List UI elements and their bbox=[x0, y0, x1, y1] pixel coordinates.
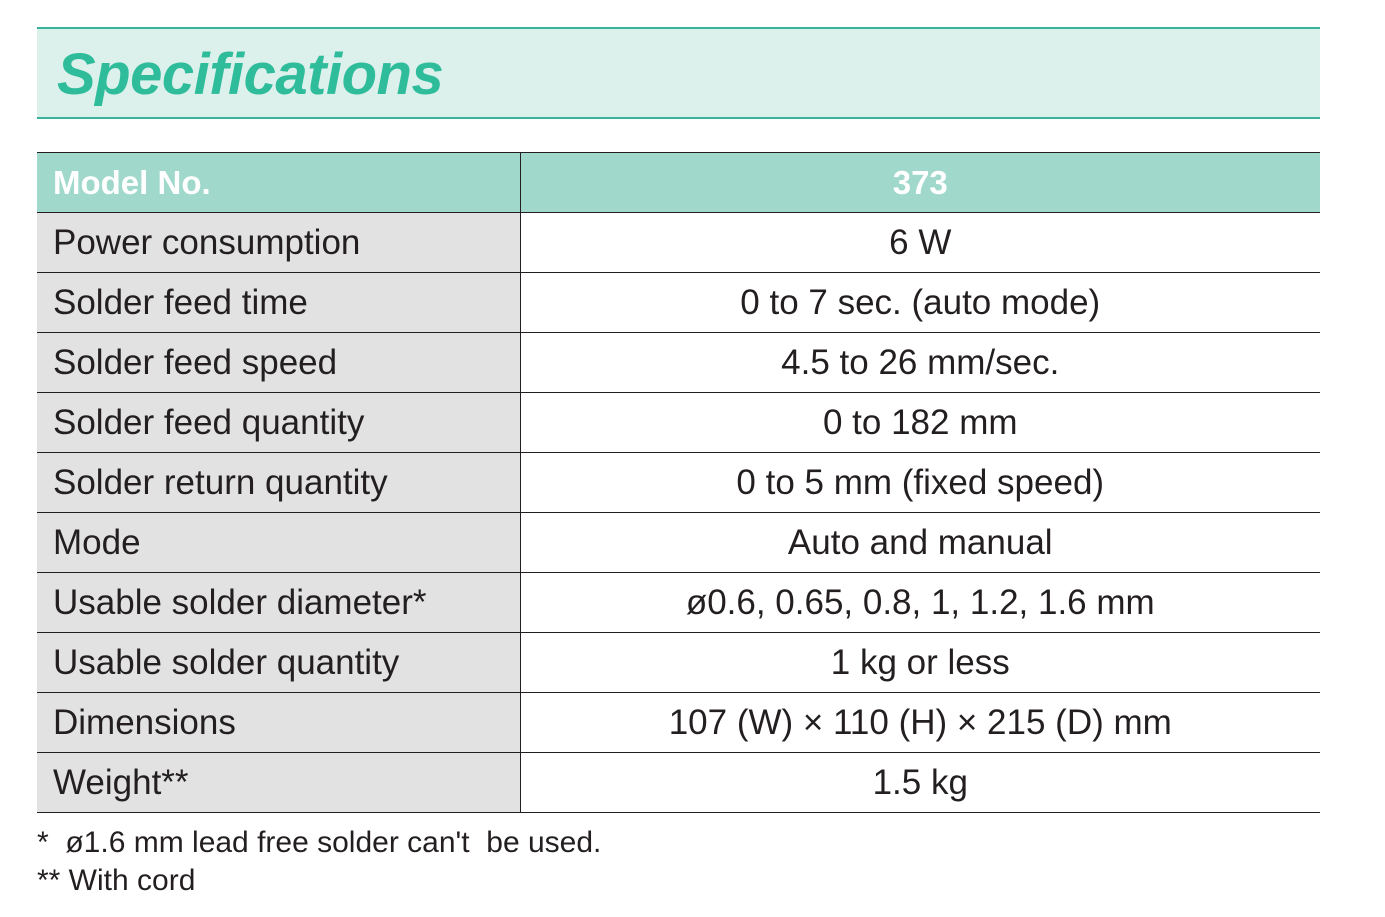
row-value: 0 to 5 mm (fixed speed) bbox=[520, 453, 1320, 513]
row-value: 4.5 to 26 mm/sec. bbox=[520, 333, 1320, 393]
row-label: Power consumption bbox=[37, 213, 520, 273]
row-label: Solder return quantity bbox=[37, 453, 520, 513]
title-banner bbox=[37, 27, 1320, 119]
row-label: Solder feed time bbox=[37, 273, 520, 333]
row-value: 107 (W) × 110 (H) × 215 (D) mm bbox=[520, 693, 1320, 753]
row-label: Usable solder quantity bbox=[37, 633, 520, 693]
row-value: 0 to 182 mm bbox=[520, 393, 1320, 453]
table-row bbox=[37, 333, 1320, 393]
row-label: Weight** bbox=[37, 753, 520, 813]
row-label: Solder feed speed bbox=[37, 333, 520, 393]
row-value: 1.5 kg bbox=[520, 753, 1320, 813]
row-label: Dimensions bbox=[37, 693, 520, 753]
row-value: Auto and manual bbox=[520, 513, 1320, 573]
table-row bbox=[37, 513, 1320, 573]
table-row bbox=[37, 393, 1320, 453]
header-model-value: 373 bbox=[520, 153, 1320, 213]
footnote-solder-diameter: * ø1.6 mm lead free solder can't be used. bbox=[37, 826, 602, 859]
page-title: Specifications bbox=[57, 42, 444, 107]
footnotes bbox=[37, 824, 601, 900]
table-row bbox=[37, 453, 1320, 513]
row-value: 0 to 7 sec. (auto mode) bbox=[520, 273, 1320, 333]
row-value: ø0.6, 0.65, 0.8, 1, 1.2, 1.6 mm bbox=[520, 573, 1320, 633]
header-model-label: Model No. bbox=[37, 153, 520, 213]
row-label: Usable solder diameter* bbox=[37, 573, 520, 633]
row-value: 1 kg or less bbox=[520, 633, 1320, 693]
table-row bbox=[37, 693, 1320, 753]
table-row bbox=[37, 273, 1320, 333]
specifications-table bbox=[37, 152, 1320, 813]
row-label: Mode bbox=[37, 513, 520, 573]
table-row bbox=[37, 573, 1320, 633]
row-label: Solder feed quantity bbox=[37, 393, 520, 453]
row-value: 6 W bbox=[520, 213, 1320, 273]
table-header-row bbox=[37, 153, 1320, 213]
footnote-weight: ** With cord bbox=[37, 864, 196, 897]
table-row bbox=[37, 633, 1320, 693]
table-row bbox=[37, 213, 1320, 273]
table-row bbox=[37, 753, 1320, 813]
